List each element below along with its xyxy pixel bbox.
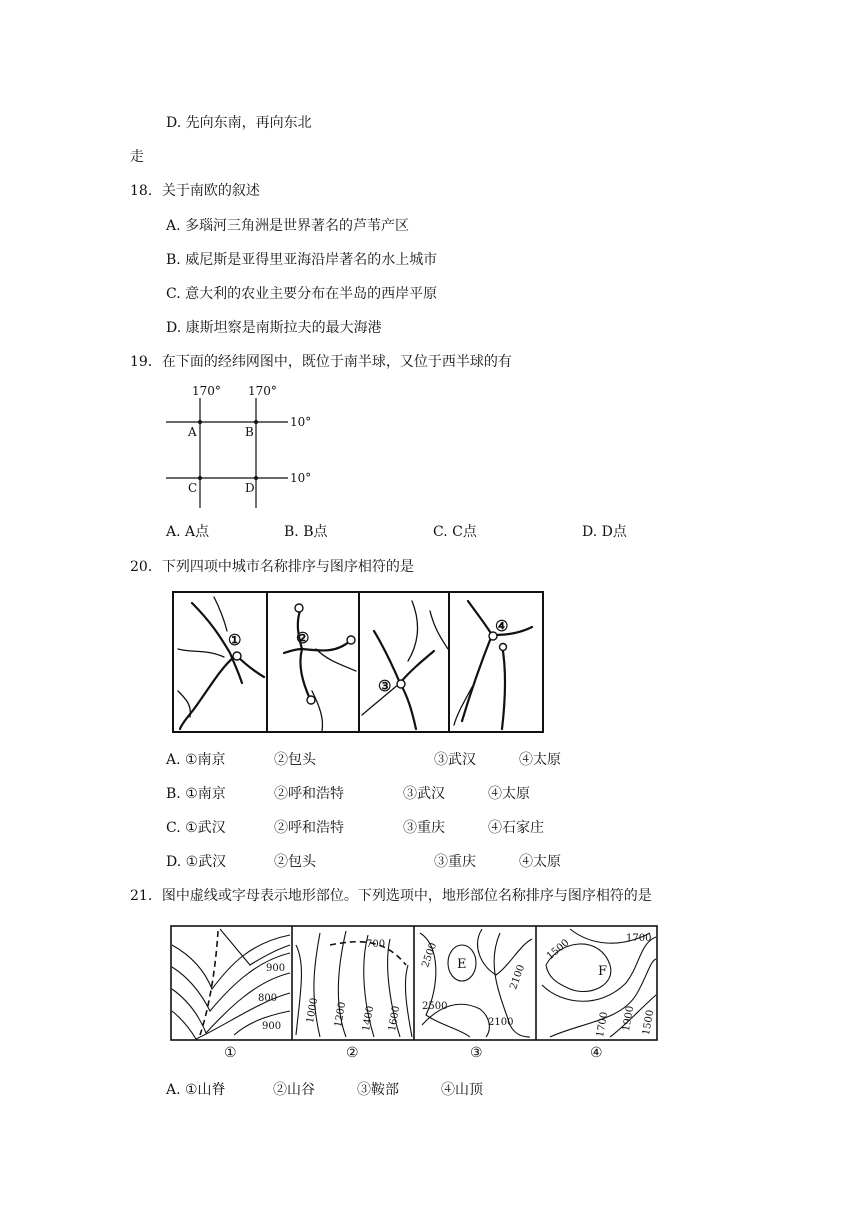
q21-stem: 21．图中虚线或字母表示地形部位。下列选项中，地形部位名称排序与图序相符的是 — [130, 888, 652, 904]
q21-option-a-4: ④山顶 — [441, 1082, 483, 1098]
q19-point-c: C — [188, 481, 198, 495]
q19-option-c: C. C点 — [433, 524, 477, 540]
q21-p2-contour-label-4: 1400 — [361, 1005, 377, 1033]
q20-option-b-2: ②呼和浩特 — [274, 786, 344, 802]
q21-panel-label-2: ② — [346, 1045, 359, 1061]
q20-map-label-2: ② — [296, 629, 310, 647]
q21-p1-contour-label-3: 900 — [262, 1021, 282, 1032]
q21-p4-contour-label-5: 1500 — [641, 1009, 657, 1037]
q20-option-a-2: ②包头 — [274, 752, 316, 768]
q21-option-a-3: ③鞍部 — [357, 1082, 399, 1098]
q17-option-d: D. 先向东南，再向东北 — [166, 115, 312, 131]
q19-lon-right-label: 170° — [248, 384, 277, 398]
q21-p2-contour-label-2: 1000 — [305, 997, 321, 1025]
q20-map-label-4: ④ — [495, 617, 509, 635]
q20-map-label-1: ① — [228, 631, 242, 649]
q21-option-a-2: ②山谷 — [273, 1082, 315, 1098]
q21-p2-contour-label-1: 700 — [366, 939, 386, 950]
q19-point-d: D — [245, 481, 255, 495]
q21-p4-contour-label-1: 1500 — [544, 937, 572, 963]
q20-option-b-1: B. ①南京 — [166, 786, 226, 802]
q19-option-d: D. D点 — [582, 524, 627, 540]
q21-p2-contour-label-3: 1200 — [333, 1001, 349, 1029]
q20-option-a-4: ④太原 — [519, 752, 561, 768]
q20-stem: 20．下列四项中城市名称排序与图序相符的是 — [130, 559, 414, 575]
q20-map-label-3: ③ — [378, 677, 392, 695]
q19-point-a: A — [188, 425, 197, 439]
q21-p4-contour-label-3: 1900 — [621, 1005, 637, 1033]
q19-option-a: A. A点 — [166, 524, 210, 540]
q20-option-b-3: ③武汉 — [403, 786, 445, 802]
q21-p3-contour-label-4: 2100 — [488, 1017, 514, 1028]
q19-option-b: B. B点 — [284, 524, 328, 540]
q21-p3-contour-label-2: 2100 — [508, 963, 528, 992]
q19-lat-bottom-label: 10° — [290, 471, 312, 485]
q20-option-d-1: D. ①武汉 — [166, 854, 227, 870]
q18-option-b: B. 威尼斯是亚得里亚海沿岸著名的水上城市 — [166, 252, 438, 268]
q21-p4-contour-label-4: 1700 — [595, 1011, 611, 1039]
q20-option-d-3: ③重庆 — [434, 854, 476, 870]
q21-p1-contour-label-2: 800 — [258, 993, 278, 1004]
q20-option-a-1: A. ①南京 — [166, 752, 226, 768]
q21-option-a-1: A. ①山脊 — [166, 1082, 226, 1098]
q20-option-d-2: ②包头 — [274, 854, 316, 870]
q21-p1-contour-label-1: 900 — [266, 963, 286, 974]
q21-p3-contour-label-3: 2500 — [422, 1001, 448, 1012]
q20-option-b-4: ④太原 — [488, 786, 530, 802]
q19-lon-left-label: 170° — [192, 384, 221, 398]
q19-graticule-figure — [160, 380, 320, 512]
q17-tail: 走 — [130, 149, 144, 165]
q21-p2-contour-label-5: 1600 — [387, 1005, 403, 1033]
q21-letter-f: F — [598, 964, 608, 979]
q20-option-a-3: ③武汉 — [434, 752, 476, 768]
q20-option-c-2: ②呼和浩特 — [274, 820, 344, 836]
q21-panel-label-1: ① — [224, 1045, 237, 1061]
q21-panel-label-4: ④ — [590, 1045, 603, 1061]
q20-city-maps-figure — [172, 591, 544, 733]
q19-point-b: B — [245, 425, 254, 439]
q19-lat-top-label: 10° — [290, 415, 312, 429]
q18-option-c: C. 意大利的农业主要分布在半岛的西岸平原 — [166, 286, 438, 302]
q21-letter-e: E — [457, 957, 467, 972]
q18-option-a: A. 多瑙河三角洲是世界著名的芦苇产区 — [166, 218, 410, 234]
q21-panel-label-3: ③ — [470, 1045, 483, 1061]
q18-option-d: D. 康斯坦察是南斯拉夫的最大海港 — [166, 320, 382, 336]
q20-option-c-1: C. ①武汉 — [166, 820, 226, 836]
q21-contour-figure — [170, 925, 658, 1063]
q18-stem: 18．关于南欧的叙述 — [130, 183, 260, 199]
q19-stem: 19．在下面的经纬网图中，既位于南半球，又位于西半球的有 — [130, 354, 512, 370]
q20-option-c-4: ④石家庄 — [488, 820, 544, 836]
q20-option-d-4: ④太原 — [519, 854, 561, 870]
q21-p3-contour-label-1: 2500 — [420, 941, 440, 970]
q21-p4-contour-label-2: 1700 — [626, 933, 652, 944]
q20-option-c-3: ③重庆 — [403, 820, 445, 836]
